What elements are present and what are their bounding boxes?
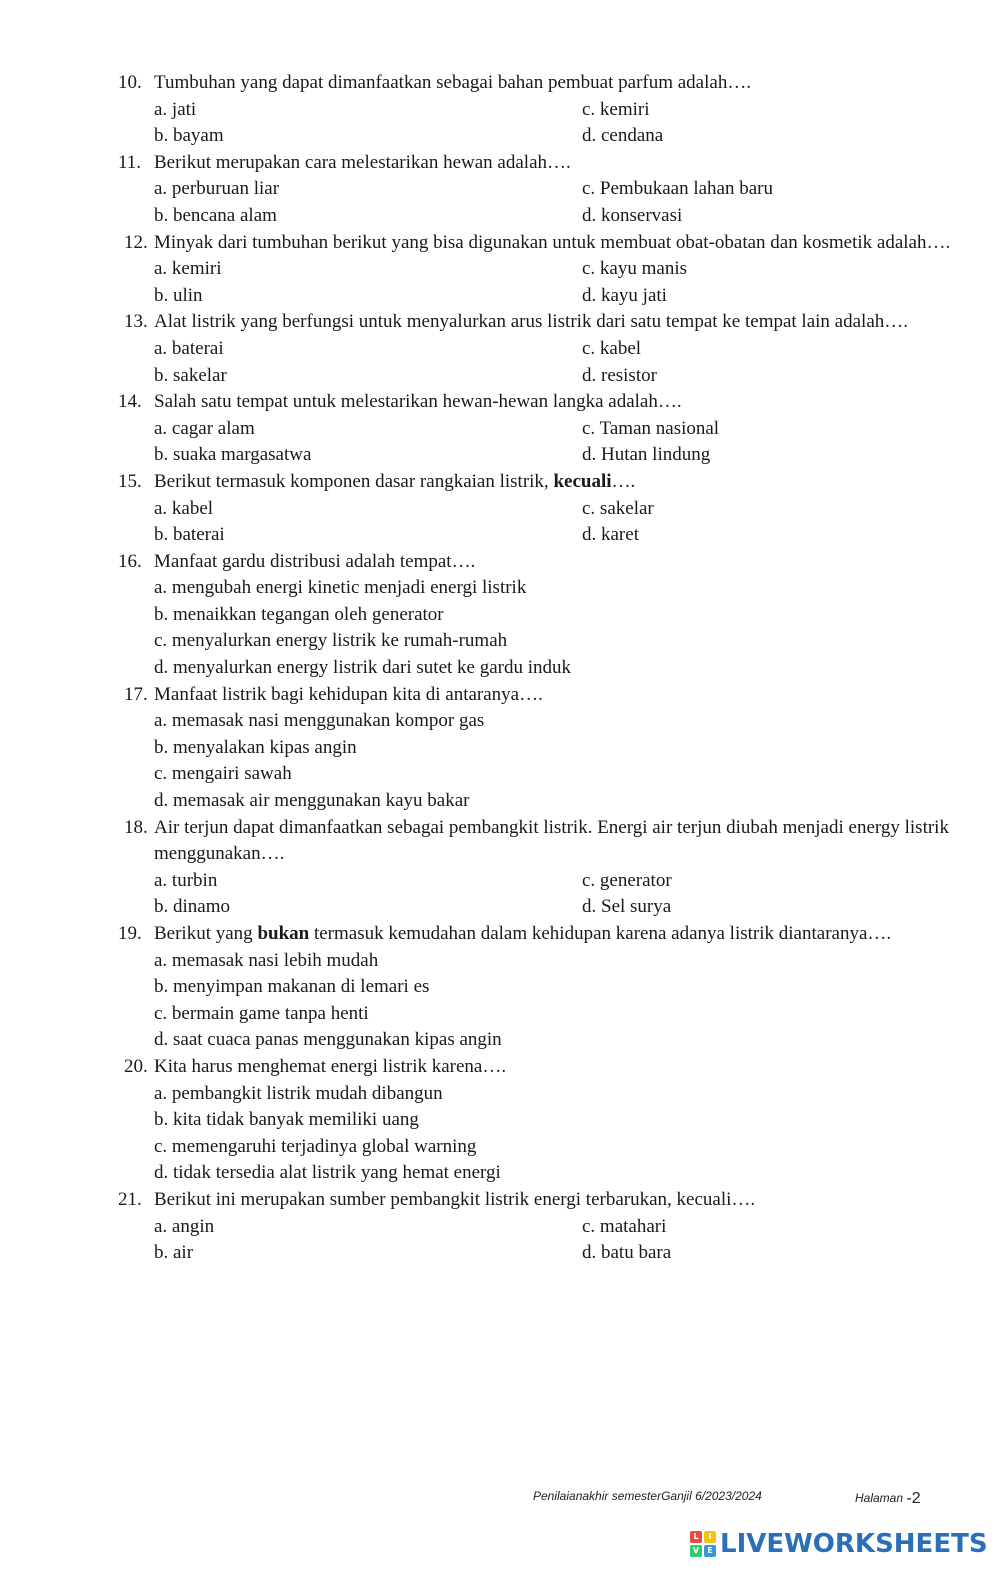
question-text-part: Manfaat listrik bagi kehidupan kita di antaranya…. xyxy=(154,683,543,705)
question-number: 19. xyxy=(118,923,142,944)
question-text xyxy=(154,70,954,97)
question-text xyxy=(154,549,954,576)
question-text-part: Kita harus menghemat energi listrik karena…. xyxy=(154,1055,507,1077)
answer-option[interactable]: d. kayu jati xyxy=(582,284,667,306)
answer-option[interactable]: c. bermain game tanpa henti xyxy=(154,1002,369,1024)
question-stem xyxy=(0,469,1000,496)
answer-option[interactable]: a. baterai xyxy=(154,337,224,359)
question-11 xyxy=(0,150,1000,230)
question-12 xyxy=(0,230,1000,310)
question-text xyxy=(154,682,954,709)
question-10 xyxy=(0,70,1000,150)
option-row xyxy=(0,1240,1000,1267)
question-18 xyxy=(0,815,1000,921)
question-text-part: Berikut yang xyxy=(154,923,258,944)
question-21 xyxy=(0,1187,1000,1267)
answer-option[interactable]: c. menyalurkan energy listrik ke rumah-rumah xyxy=(154,630,508,652)
question-stem xyxy=(0,309,1000,336)
answer-option[interactable]: b. baterai xyxy=(154,524,225,546)
option-row xyxy=(0,363,1000,390)
answer-option[interactable]: b. menaikkan tegangan oleh generator xyxy=(154,603,444,625)
question-stem xyxy=(0,921,1000,948)
question-number: 14. xyxy=(118,391,142,413)
question-stem xyxy=(0,389,1000,416)
answer-option[interactable]: c. kayu manis xyxy=(582,258,688,280)
option-row xyxy=(0,1214,1000,1241)
answer-option[interactable]: a. turbin xyxy=(154,869,218,891)
answer-option[interactable]: d. resistor xyxy=(582,364,657,386)
answer-option[interactable]: b. menyalakan kipas angin xyxy=(154,736,357,758)
question-text-part: termasuk kemudahan dalam kehidupan karena adanya listrik diantaranya…. xyxy=(309,923,892,944)
question-stem xyxy=(0,1054,1000,1081)
question-text xyxy=(154,469,954,496)
logo-tile-v: V xyxy=(690,1545,702,1557)
page-label xyxy=(855,1489,921,1507)
answer-option[interactable]: a. jati xyxy=(154,98,197,120)
answer-option[interactable]: a. memasak nasi lebih mudah xyxy=(154,949,379,971)
answer-option[interactable]: a. cagar alam xyxy=(154,417,255,439)
question-text-part: Alat listrik yang berfungsi untuk menyalurkan arus listrik dari satu tempat ke tempat lain adalah…. xyxy=(154,311,908,333)
question-number: 17. xyxy=(124,683,148,705)
logo-tile-e: E xyxy=(704,1545,716,1557)
question-16 xyxy=(0,549,1000,682)
answer-option[interactable]: d. batu bara xyxy=(582,1242,672,1264)
answer-option[interactable]: a. perburuan liar xyxy=(154,178,280,200)
question-text xyxy=(154,309,954,336)
question-stem xyxy=(0,815,1000,868)
question-text-part: Air terjun dapat dimanfaatkan sebagai pembangkit listrik. Energi air terjun diubah menjadi energy listrik menggunakan…. xyxy=(154,816,949,865)
answer-option[interactable]: d. konservasi xyxy=(582,204,683,226)
logo-text: LIVEWORKSHEETS xyxy=(720,1529,988,1559)
question-19 xyxy=(0,921,1000,1054)
question-text-part: Manfaat gardu distribusi adalah tempat…. xyxy=(154,550,476,572)
option-row xyxy=(0,336,1000,363)
answer-option[interactable]: c. memengaruhi terjadinya global warning xyxy=(154,1135,477,1157)
question-text xyxy=(154,230,954,257)
question-17 xyxy=(0,682,1000,815)
answer-option[interactable]: a. mengubah energi kinetic menjadi energi listrik xyxy=(154,577,527,599)
answer-option[interactable]: b. kita tidak banyak memiliki uang xyxy=(154,1109,419,1131)
option-row xyxy=(0,496,1000,523)
liveworksheets-logo xyxy=(690,1528,988,1560)
answer-option[interactable]: b. dinamo xyxy=(154,896,230,918)
answer-option[interactable]: d. karet xyxy=(582,524,639,546)
option-row xyxy=(0,442,1000,469)
option-row xyxy=(0,522,1000,549)
answer-option[interactable]: b. menyimpan makanan di lemari es xyxy=(154,976,430,998)
question-emphasis: bukan xyxy=(257,923,310,944)
option-row xyxy=(0,283,1000,310)
question-number: 20. xyxy=(124,1055,148,1077)
logo-tile-l: L xyxy=(690,1531,702,1543)
exam-title: Penilaianakhir semesterGanjil 6/2023/2024 xyxy=(533,1489,762,1503)
answer-option[interactable]: b. suaka margasatwa xyxy=(154,444,312,466)
question-number: 21. xyxy=(118,1188,142,1210)
question-stem xyxy=(0,1187,1000,1214)
question-text xyxy=(154,815,954,868)
answer-option[interactable]: c. Taman nasional xyxy=(582,417,720,439)
question-14 xyxy=(0,389,1000,469)
question-stem xyxy=(0,682,1000,709)
question-text-part: …. xyxy=(611,470,636,492)
question-text-part: Tumbuhan yang dapat dimanfaatkan sebagai bahan pembuat parfum adalah…. xyxy=(154,72,752,93)
answer-option[interactable]: a. memasak nasi menggunakan kompor gas xyxy=(154,710,485,732)
answer-option[interactable]: d. tidak tersedia alat listrik yang hemat energi xyxy=(154,1162,501,1184)
option-row xyxy=(0,416,1000,443)
question-text-part: Minyak dari tumbuhan berikut yang bisa digunakan untuk membuat obat-obatan dan kosmetik adalah…. xyxy=(154,231,951,253)
question-stem xyxy=(0,70,1000,97)
question-number: 18. xyxy=(124,816,148,838)
question-15 xyxy=(0,469,1000,549)
answer-option[interactable]: b. sakelar xyxy=(154,364,227,386)
answer-option[interactable]: a. angin xyxy=(154,1215,215,1237)
question-text-part: Salah satu tempat untuk melestarikan hewan-hewan langka adalah…. xyxy=(154,391,682,413)
answer-option[interactable]: b. bencana alam xyxy=(154,204,277,226)
answer-option[interactable]: d. Hutan lindung xyxy=(582,444,711,466)
option-row xyxy=(0,256,1000,283)
question-number: 12. xyxy=(124,231,148,253)
question-number: 13. xyxy=(124,311,148,333)
answer-option[interactable]: b. bayam xyxy=(154,125,224,147)
question-text xyxy=(154,1054,954,1081)
option-row xyxy=(0,894,1000,921)
question-number: 11. xyxy=(118,151,142,173)
answer-option[interactable]: c. matahari xyxy=(582,1215,667,1237)
question-13 xyxy=(0,309,1000,389)
option-row xyxy=(0,868,1000,895)
question-text-part: Berikut merupakan cara melestarikan hewan adalah…. xyxy=(154,151,571,173)
answer-option[interactable]: c. generator xyxy=(582,869,672,891)
question-text xyxy=(154,150,954,177)
answer-option[interactable]: c. mengairi sawah xyxy=(154,763,292,785)
question-stem xyxy=(0,230,1000,257)
answer-option[interactable]: d. menyalurkan energy listrik dari sutet ke gardu induk xyxy=(154,657,572,679)
answer-option[interactable]: a. pembangkit listrik mudah dibangun xyxy=(154,1082,443,1104)
question-number: 15. xyxy=(118,470,142,492)
question-text-part: Berikut ini merupakan sumber pembangkit listrik energi terbarukan, kecuali…. xyxy=(154,1188,756,1210)
logo-icon xyxy=(690,1531,716,1557)
option-row xyxy=(0,176,1000,203)
page-number: -2 xyxy=(906,1490,921,1507)
answer-option[interactable]: a. kabel xyxy=(154,497,214,519)
answer-option[interactable]: c. sakelar xyxy=(582,497,654,519)
page-label-text: Halaman xyxy=(855,1491,904,1505)
question-number: 10. xyxy=(118,72,142,93)
answer-option[interactable]: d. memasak air menggunakan kayu bakar xyxy=(154,790,470,812)
question-number: 16. xyxy=(118,550,142,572)
answer-option[interactable]: d. Sel surya xyxy=(582,896,672,918)
option-row xyxy=(0,97,1000,124)
question-text-part: Berikut termasuk komponen dasar rangkaian listrik, xyxy=(154,470,554,492)
answer-option[interactable]: b. ulin xyxy=(154,284,203,306)
question-text xyxy=(154,921,954,948)
answer-option[interactable]: c. kemiri xyxy=(582,98,650,120)
answer-option[interactable]: a. kemiri xyxy=(154,258,222,280)
answer-option[interactable]: b. air xyxy=(154,1242,194,1264)
answer-option[interactable]: c. kabel xyxy=(582,337,642,359)
answer-option[interactable]: d. cendana xyxy=(582,125,664,147)
question-text xyxy=(154,389,954,416)
question-text xyxy=(154,1187,954,1214)
question-stem xyxy=(0,549,1000,576)
logo-tile-i: I xyxy=(704,1531,716,1543)
question-stem xyxy=(0,150,1000,177)
answer-option[interactable]: c. Pembukaan lahan baru xyxy=(582,178,773,200)
question-list xyxy=(0,70,1000,1267)
option-row xyxy=(0,123,1000,150)
option-row xyxy=(0,203,1000,230)
question-20 xyxy=(0,1054,1000,1187)
question-emphasis: kecuali xyxy=(553,470,612,492)
answer-option[interactable]: d. saat cuaca panas menggunakan kipas angin xyxy=(154,1029,502,1051)
